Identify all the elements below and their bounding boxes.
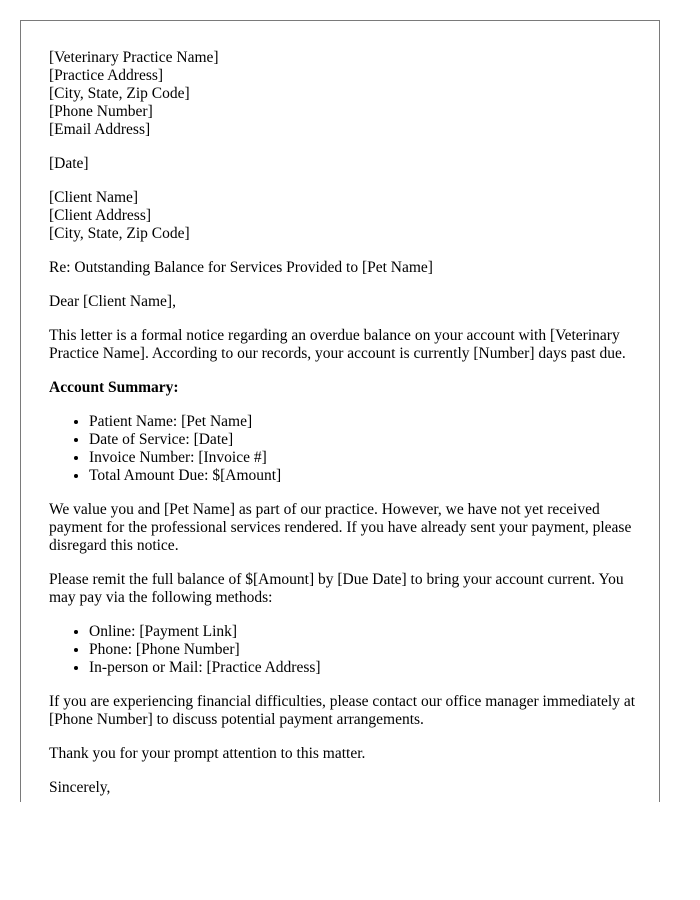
sender-city-state-zip: [City, State, Zip Code] bbox=[49, 85, 190, 102]
summary-item-date-of-service: • Date of Service: [Date] bbox=[89, 431, 639, 449]
letter-content bbox=[49, 49, 639, 802]
summary-item-patient-name: • Patient Name: [Pet Name] bbox=[89, 413, 639, 431]
recipient-block bbox=[49, 189, 639, 243]
letter-date: [Date] bbox=[49, 155, 89, 172]
sender-phone: [Phone Number] bbox=[49, 103, 153, 120]
sender-block bbox=[49, 49, 639, 139]
summary-item-total-due: • Total Amount Due: $[Amount] bbox=[89, 467, 639, 485]
thanks-paragraph: Thank you for your prompt attention to this matter. bbox=[49, 745, 366, 762]
salutation: Dear [Client Name], bbox=[49, 293, 176, 310]
payment-methods-list bbox=[49, 623, 639, 677]
summary-heading: Account Summary: bbox=[49, 379, 179, 396]
sender-practice-name: [Veterinary Practice Name] bbox=[49, 49, 219, 66]
closing: Sincerely, bbox=[49, 779, 111, 796]
difficulty-paragraph: If you are experiencing financial difficulties, please contact our office manager immediately at [Phone Number] to discuss potential payment arrangements. bbox=[49, 693, 636, 728]
remit-paragraph: Please remit the full balance of $[Amount] by [Due Date] to bring your account current. You may pay via the following methods: bbox=[49, 571, 624, 606]
sender-email: [Email Address] bbox=[49, 121, 151, 138]
payment-method-in-person: • In-person or Mail: [Practice Address] bbox=[89, 659, 639, 677]
recipient-client-address: [Client Address] bbox=[49, 207, 152, 224]
sender-practice-address: [Practice Address] bbox=[49, 67, 164, 84]
intro-paragraph: This letter is a formal notice regarding an overdue balance on your account with [Veterinary Practice Name]. According to our records, your account is currently [Number] days past due. bbox=[49, 327, 626, 362]
value-paragraph: We value you and [Pet Name] as part of our practice. However, we have not yet received payment for the professional services rendered. If you have already sent your payment, please disregard this notice. bbox=[49, 501, 632, 554]
payment-method-phone: • Phone: [Phone Number] bbox=[89, 641, 639, 659]
subject-line: Re: Outstanding Balance for Services Provided to [Pet Name] bbox=[49, 259, 433, 276]
recipient-client-name: [Client Name] bbox=[49, 189, 139, 206]
recipient-city-state-zip: [City, State, Zip Code] bbox=[49, 225, 190, 242]
summary-item-invoice-number: • Invoice Number: [Invoice #] bbox=[89, 449, 639, 467]
date-block bbox=[49, 155, 639, 173]
summary-list bbox=[49, 413, 639, 485]
letter-page bbox=[20, 20, 660, 802]
payment-method-online: • Online: [Payment Link] bbox=[89, 623, 639, 641]
